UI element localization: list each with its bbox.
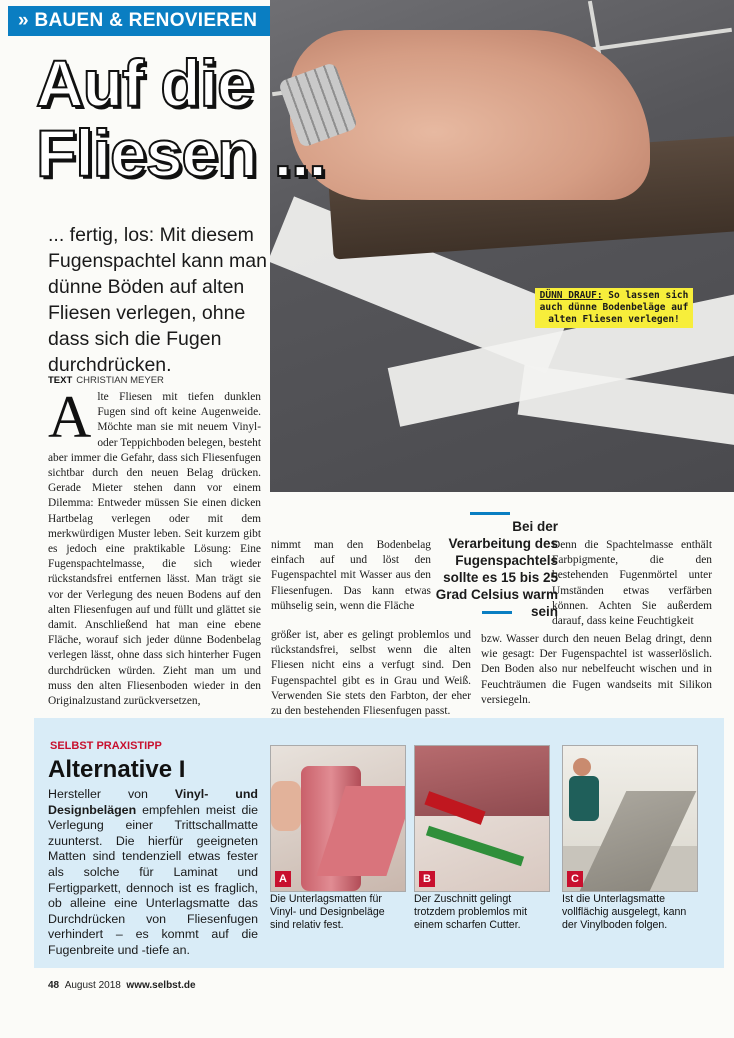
tip-photo-a-badge: A	[275, 871, 291, 887]
page-footer	[48, 980, 196, 991]
site-url: www.selbst.de	[126, 980, 196, 991]
lead-text: ... fertig, los: Mit diesem Fugenspachtel kann man dünne Böden auf alten Fliesen verlegen, ohne dass sich die Fugen durchdrücken.	[48, 224, 267, 376]
body-column-3-top: Denn die Spachtelmasse enthält Farbpigmente, die den bestehenden Fugenmörtel unter Umständen etwas verfärben können. Achten Sie außerdem darauf, dass keine Feuchtigkeit	[552, 539, 712, 628]
body-column-1-text: lte Fliesen mit tiefen dunklen Fugen sind oft keine Augenweide. Möchte man sie mit neuem Vinyl- oder Teppichboden belegen, besteht aber immer die Gefahr, dass sich Fliesenfugen sichtbar durch den neuen Belag drücken. Gerade Mieter stehen dann vor einem Dilemma: Entweder müssen Sie einen dicken Hartbelag verlegen oder mit dem merkwürdigen Muster leben. Seit kurzem gibt es jedoch eine praktikable Lösung: Eine Fugenspachtelmasse, die sich wieder rückstandsfrei entfernen lässt. Man trägt sie vor der Verlegung des neuen Bodens auf den alten Fliesenfugen auf und füllt und glättet sie damit. Anschließend hat man eine ebene Fläche, worauf sich jeder dünne Bodenbelag verlegen lässt, ohne dass sich hinterher Fugen durchdrücken würden. Zieht man um und muss den alten Fliesenboden wieder in den Originalzustand zurückversetzen,	[48, 391, 261, 708]
tip-text	[48, 787, 258, 959]
byline-author: CHRISTIAN MEYER	[76, 375, 164, 386]
body-column-1	[48, 384, 261, 709]
page-number: 48	[48, 980, 60, 991]
headline-line-2: Fliesen ...	[36, 116, 326, 190]
pullquote-rule-bottom	[482, 611, 512, 614]
photo-caption-text: So lassen sich auch dünne Bodenbeläge auf alten Fliesen verlegen!	[539, 290, 689, 325]
tip-title: Alternative I	[48, 756, 186, 783]
tip-photo-b-badge: B	[419, 871, 435, 887]
headline	[36, 48, 356, 188]
pullquote-rule-top	[470, 512, 510, 515]
tip-photo-c-badge: C	[567, 871, 583, 887]
tip-photo-c	[562, 745, 698, 892]
body-column-2-bottom: größer ist, aber es gelingt problemlos und rückstandsfrei, selbst wenn die alten Fliesen nicht eins a verfugt sind. Den Fugenspachtel gibt es in Grau und Weiß. Verwenden Sie stets den Farbton, der eher zu den bestehenden Fliesenfugen passt.	[271, 629, 471, 718]
tip-text-pre: Hersteller von	[48, 787, 175, 801]
photo-caption-head: DÜNN DRAUF:	[539, 290, 603, 301]
tip-photo-c-caption: Ist die Unterlagsmatte vollflächig ausgelegt, kann der Vinylboden folgen.	[562, 893, 687, 931]
body-column-3-bottom: bzw. Wasser durch den neuen Belag dringt, denn wie gesagt: Der Fugenspachtel ist wasserlöslich. Den Boden also nur nebelfeucht wischen und in Feuchträumen die Fugen wandseits mit Silikon versiegeln.	[481, 633, 712, 706]
pullquote: Bei der Verarbeitung des Fugenspachtels sollte es 15 bis 25 Grad Celsius warm sein	[435, 519, 558, 619]
section-label: » BAUEN & RENOVIEREN	[8, 6, 270, 36]
tip-text-post: empfehlen meist die Verlegung einer Trittschallmatte zuunterst. Die hierfür geeigneten Matten sind tendenziell etwas fester als solche für Laminat und Fertigparkett, dennoch ist es fraglich, ob alleine eine Unterlagsmatte das Durchdrücken von Fliesenfugen verhindert – es kommt auf die Fugenbreite und -tiefe an.	[48, 802, 258, 957]
tip-photo-a-caption: Die Unterlagsmatten für Vinyl- und Designbeläge sind relativ fest.	[270, 893, 385, 931]
photo-caption	[535, 288, 693, 328]
tip-photo-b	[414, 745, 550, 892]
dropcap: A	[48, 384, 92, 450]
byline-label: TEXT	[48, 375, 73, 386]
tip-kicker: SELBST PRAXISTIPP	[50, 740, 162, 752]
body-column-2-top: nimmt man den Bodenbelag einfach auf und löst den Fugenspachtel mit Wasser aus den Fliesenfugen. Das kann etwas mühselig sein, wenn die Fläche	[271, 539, 431, 612]
headline-line-1: Auf die	[36, 46, 253, 120]
tip-text-bold: Vinyl- und Designbelägen	[48, 787, 258, 817]
tip-photo-a	[270, 745, 406, 892]
tip-photo-b-caption: Der Zuschnitt gelingt trotzdem problemlos mit einem scharfen Cutter.	[414, 893, 528, 931]
issue-date: August 2018	[64, 980, 121, 991]
